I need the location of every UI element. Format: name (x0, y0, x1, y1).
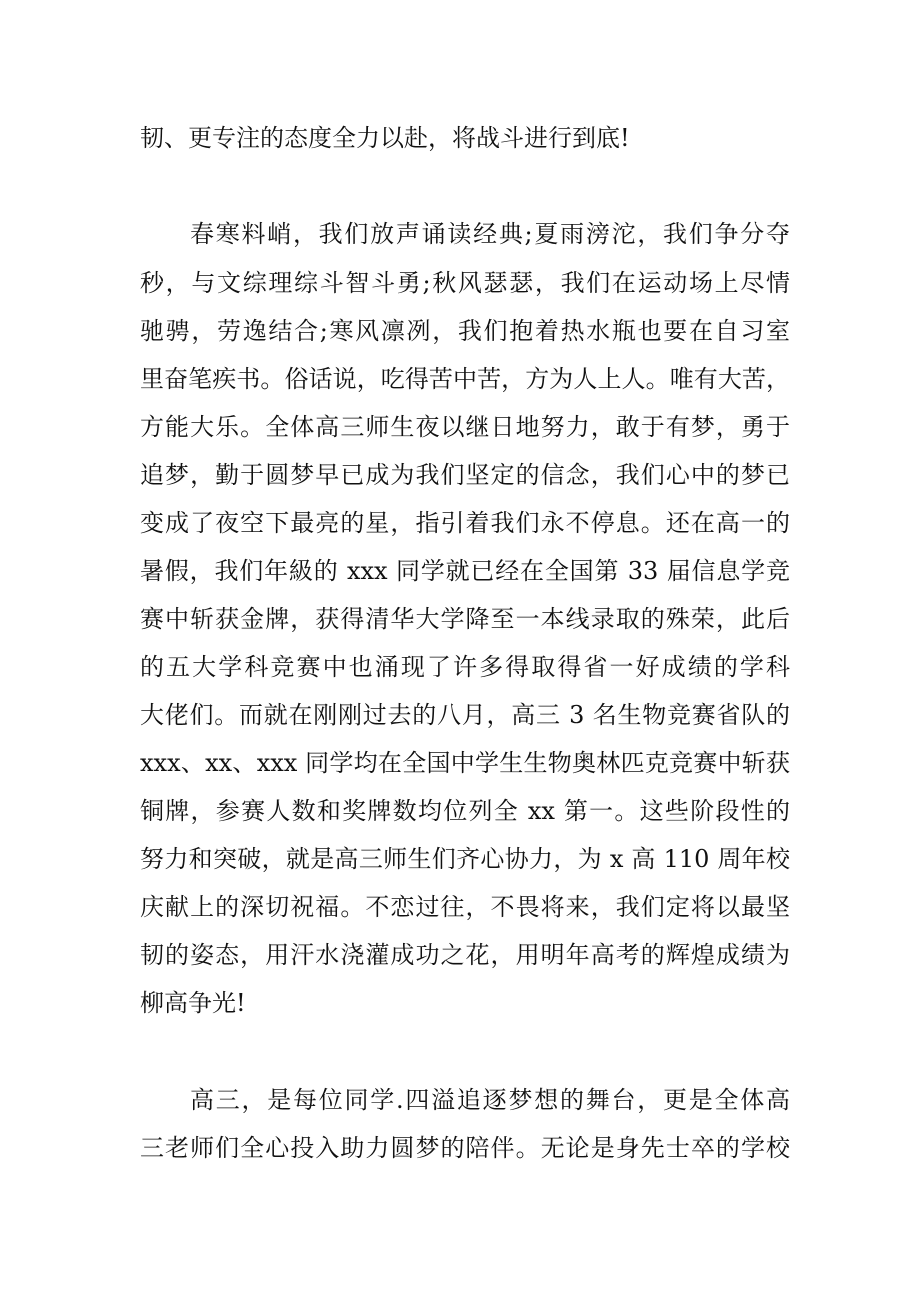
paragraph-2-line-15: 庆献上的深切祝福。不恋过往，不畏将来，我们定将以最坚 (140, 893, 790, 921)
paragraph-2-line-6: 追梦，勤于圆梦早已成为我们坚定的信念，我们心中的梦已 (140, 461, 790, 489)
paragraph-2-line-4: 里奋笔疾书。俗话说，吃得苦中苦，方为人上人。唯有大苦， (140, 365, 790, 393)
paragraph-2-line-14: 努力和突破，就是高三师生们齐心协力，为 x 高 110 周年校 (140, 845, 790, 873)
paragraph-2-line-10: 的五大学科竞赛中也涌现了许多得取得省一好成绩的学科 (140, 653, 790, 681)
paragraph-2-line-5: 方能大乐。全体高三师生夜以继日地努力，敢于有梦，勇于 (140, 413, 790, 441)
paragraph-2-line-7: 变成了夜空下最亮的星，指引着我们永不停息。还在高一的 (140, 509, 790, 537)
paragraph-2-line-11: 大佬们。而就在刚刚过去的八月，高三 3 名生物竞赛省队的 (140, 701, 790, 729)
paragraph-2-line-3: 驰骋，劳逸结合;寒风凛冽，我们抱着热水瓶也要在自习室 (140, 317, 790, 345)
paragraph-2-line-9: 赛中斩获金牌，获得清华大学降至一本线录取的殊荣，此后 (140, 605, 790, 633)
paragraph-2-line-16: 韧的姿态，用汗水浇灌成功之花，用明年高考的辉煌成绩为 (140, 941, 790, 969)
paragraph-2-line-1: 春寒料峭，我们放声诵读经典;夏雨滂沱，我们争分夺 (190, 220, 790, 248)
paragraph-2-line-13: 铜牌，参赛人数和奖牌数均位列全 xx 第一。这些阶段性的 (140, 797, 790, 825)
paragraph-3-line-2: 三老师们全心投入助力圆梦的陪伴。无论是身先士卒的学校 (140, 1134, 790, 1162)
paragraph-2-line-8: 暑假，我们年級的 xxx 同学就已经在全国第 33 届信息学竞 (140, 557, 790, 585)
paragraph-1-line-1: 韧、更专注的态度全力以赴，将战斗进行到底! (140, 124, 630, 152)
paragraph-2-line-17: 柳高争光! (140, 989, 246, 1017)
paragraph-3-line-1: 高三，是每位同学.四溢追逐梦想的舞台，更是全体高 (190, 1086, 790, 1114)
paragraph-2-line-12: xxx、xx、xxx 同学均在全国中学生生物奥林匹克竞赛中斩获 (140, 749, 790, 777)
paragraph-2-line-2: 秒，与文综理综斗智斗勇;秋风瑟瑟，我们在运动场上尽情 (140, 269, 790, 297)
